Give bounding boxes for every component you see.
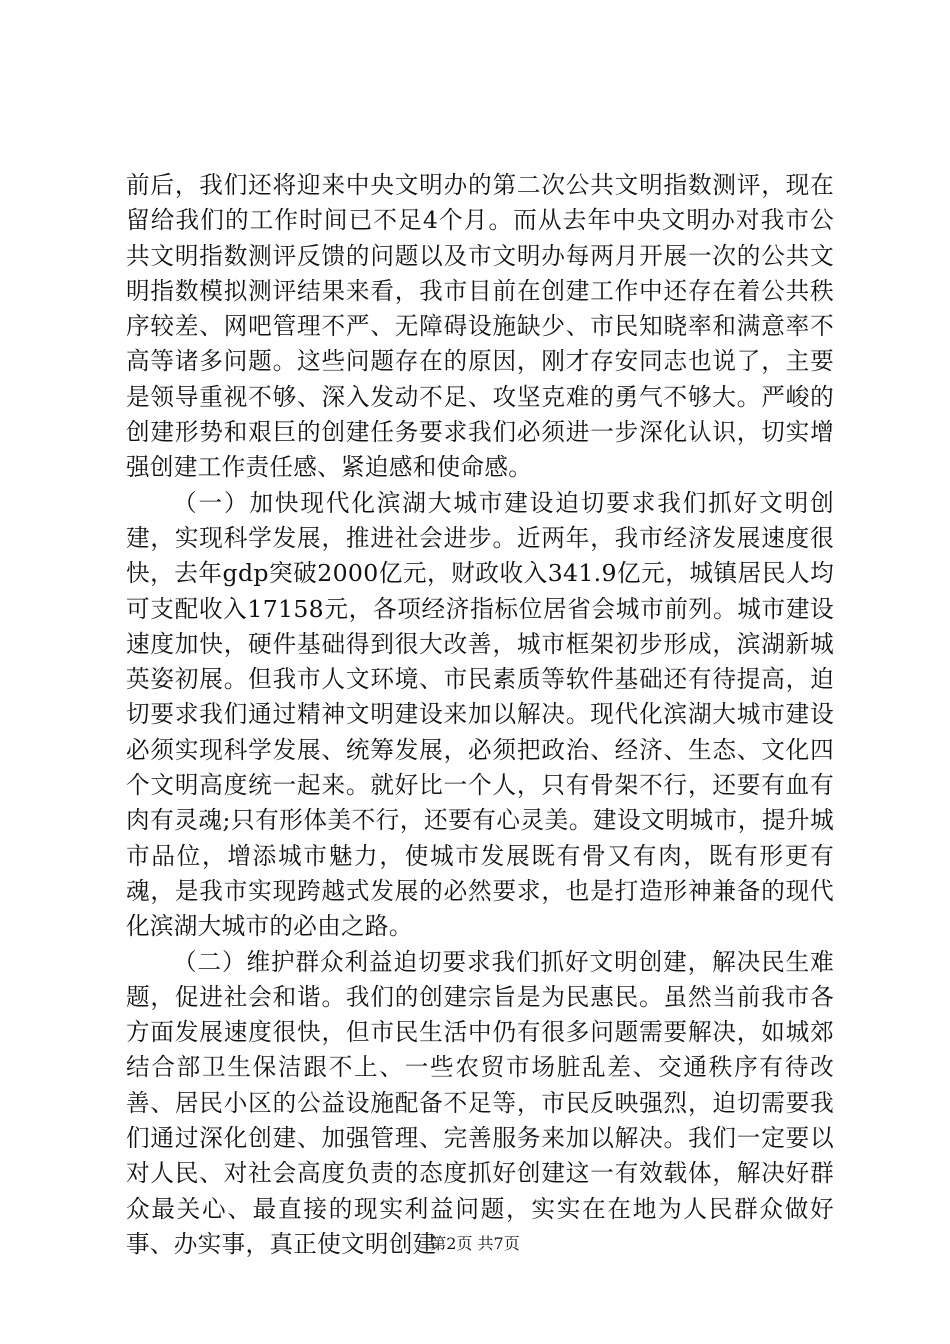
- page-number-footer: 第2页 共7页: [430, 1234, 520, 1253]
- paragraph-section-two: （二）维护群众利益迫切要求我们抓好文明创建，解决民生难题，促进社会和谐。我们的创建宗旨是为民惠民。虽然当前我市各方面发展速度很快，但市民生活中仍有很多问题需要解决，如城郊结合部卫生保洁跟不上、一些农贸市场脏乱差、交通秩序有待改善、居民小区的公益设施配备不足等，市民反映强烈，迫切需要我们通过深化创建、加强管理、完善服务来加以解决。我们一定要以对人民、对社会高度负责的态度抓好创建这一有效载体，解决好群众最关心、最直接的现实利益问题，实实在在地为人民群众做好事、办实事，真正使文明创建: [126, 947, 834, 1258]
- paragraph-section-one: （一）加快现代化滨湖大城市建设迫切要求我们抓好文明创建，实现科学发展，推进社会进步。近两年，我市经济发展速度很快，去年gdp突破2000亿元，财政收入341.9亿元，城镇居民人均可支配收入17158元，各项经济指标位居省会城市前列。城市建设速度加快，硬件基础得到很大改善，城市框架初步形成，滨湖新城英姿初展。但我市人文环境、市民素质等软件基础还有待提高，迫切要求我们通过精神文明建设来加以解决。现代化滨湖大城市建设必须实现科学发展、统筹发展，必须把政治、经济、生态、文化四个文明高度统一起来。就好比一个人，只有骨架不行，还要有血有肉有灵魂;只有形体美不行，还要有心灵美。建设文明城市，提升城市品位，增添城市魅力，使城市发展既有骨又有肉，既有形更有魂，是我市实现跨越式发展的必然要求，也是打造形神兼备的现代化滨湖大城市的必由之路。: [126, 488, 834, 941]
- paragraph-continuation: 前后，我们还将迎来中央文明办的第二次公共文明指数测评，现在留给我们的工作时间已不足4个月。而从去年中央文明办对我市公共文明指数测评反馈的问题以及市文明办每两月开展一次的公共文明指数模拟测评结果来看，我市目前在创建工作中还存在着公共秩序较差、网吧管理不严、无障碍设施缺少、市民知晓率和满意率不高等诸多问题。这些问题存在的原因，刚才存安同志也说了，主要是领导重视不够、深入发动不足、攻坚克难的勇气不够大。严峻的创建形势和艰巨的创建任务要求我们必须进一步深化认识，切实增强创建工作责任感、紧迫感和使命感。: [126, 171, 834, 482]
- document-body: [126, 168, 834, 1262]
